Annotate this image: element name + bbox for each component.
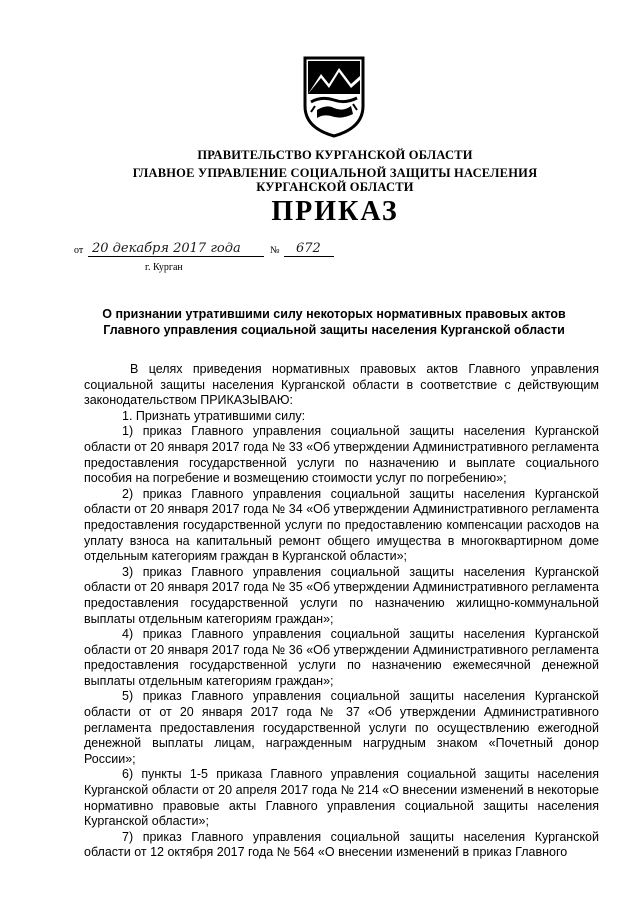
preamble-paragraph: В целях приведения нормативных правовых актов Главного управления социальной защиты населения Курганской области в соответствие с действующим законодательством ПРИКАЗЫВАЮ: <box>84 362 599 408</box>
clause-paragraph: 5) приказ Главного управления социальной защиты населения Курганской области от от 20 января 2017 года № 37 «Об утверждении Административного регламента предоставления государственной услуги по осуществлению ежегодной денежной выплаты лицам, награжденным нагрудным знаком «Почетный донор России»; <box>84 689 599 766</box>
clause-paragraph: 2) приказ Главного управления социальной защиты населения Курганской области от 20 января 2017 года № 34 «Об утверждении Административного регламента предоставления государственной услуги по предоставлению компенсации расходов на уплату взноса на капитальный ремонт общего имущества в многоквартирном доме отдельным категориям граждан в Курганской области»; <box>84 486 599 564</box>
heading-line1: О признании утратившими силу некоторых нормативных правовых актов <box>102 307 566 321</box>
clause-paragraph: 4) приказ Главного управления социальной защиты населения Курганской области от 20 января 2017 года № 36 «Об утверждении Административного регламента предоставления государственной услуги по назначению ежемесячной денежной выплаты отдельным категориям граждан»; <box>84 627 599 688</box>
clause-paragraph: 6) пункты 1-5 приказа Главного управления социальной защиты населения Курганской области от 20 апреля 2017 года № 214 «О внесении изменений в некоторые нормативно правовые акты Главного управления социальной защиты населения Курганской области»; <box>84 767 599 829</box>
clause-paragraph: 3) приказ Главного управления социальной защиты населения Курганской области от 20 января 2017 года № 35 «Об утверждении Административного регламента предоставления государственной услуги по назначению жилищно-коммунальной выплаты отдельным категориям граждан»; <box>84 564 599 626</box>
order-heading <box>84 306 584 338</box>
heading-line2: Главного управления социальной защиты населения Курганской области <box>103 323 565 337</box>
document-title: ПРИКАЗ <box>271 196 399 227</box>
handwritten-date: 20 декабря 2017 года <box>92 241 241 256</box>
number-underline <box>284 256 334 257</box>
clause-paragraph: 1. Признать утратившими силу: <box>122 408 306 423</box>
date-number-row <box>74 236 374 260</box>
order-body <box>84 362 599 861</box>
date-underline <box>88 256 264 257</box>
handwritten-number: 672 <box>296 241 321 256</box>
city-label: г. Курган <box>145 262 183 273</box>
clause-paragraph: 1) приказ Главного управления социальной защиты населения Курганской области от 20 января 2017 года № 33 «Об утверждении Административного регламента предоставления государственной услуги по назначению и выплате социального пособия на погребение и возмещению стоимости услуг по погребению»; <box>84 424 599 486</box>
from-label: от <box>74 245 84 256</box>
number-label: № <box>270 245 280 256</box>
org-name-line3: КУРГАНСКОЙ ОБЛАСТИ <box>256 180 414 194</box>
org-name-line1: ПРАВИТЕЛЬСТВО КУРГАНСКОЙ ОБЛАСТИ <box>197 148 473 162</box>
coat-of-arms-icon <box>301 54 367 138</box>
org-name-line2: ГЛАВНОЕ УПРАВЛЕНИЕ СОЦИАЛЬНОЙ ЗАЩИТЫ НАСЕЛЕНИЯ <box>132 166 538 180</box>
clause-paragraph: 7) приказ Главного управления социальной защиты населения Курганской области от 12 октября 2017 года № 564 «О внесении изменений в приказ Главного <box>84 829 599 860</box>
